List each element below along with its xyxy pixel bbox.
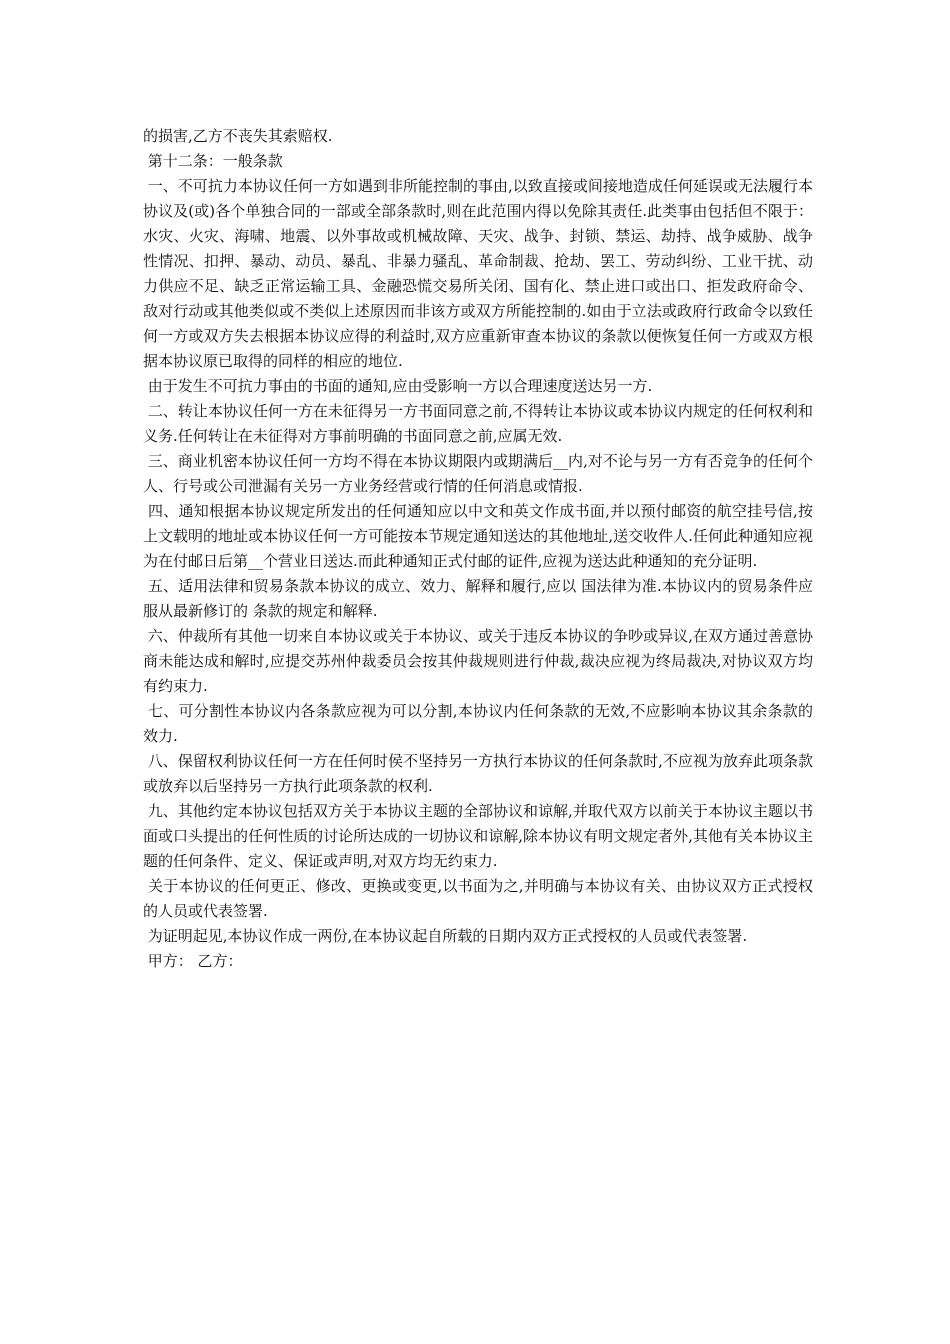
document-body bbox=[143, 124, 813, 974]
clause-witness: 为证明起见,本协议作成一两份,在本协议起自所载的日期内双方正式授权的人员或代表签署. bbox=[143, 927, 748, 945]
clause-force-majeure: 一、不可抗力本协议任何一方如遇到非所能控制的事由,以致直接或间接地造成任何延误或无法履行本协议及(或)各个单独合同的一部或全部条款时,则在此范围内得以免除其责任.此类事由包括但不限于：水灾、火灾、海啸、地震、以外事故或机械故障、天灾、战争、封锁、禁运、劫持、战争威胁、战争性情况、扣押、暴动、动员、暴乱、非暴力骚乱、革命制裁、抢劫、罢工、劳动纠纷、工业干扰、动力供应不足、缺乏正常运输工具、金融恐慌交易所关闭、国有化、禁止进口或出口、拒发政府命令、敌对行动或其他类似或不类似上述原因而非该方或双方所能控制的.如由于立法或政府行政命令以致任何一方或双方失去根据本协议应得的利益时,双方应重新审查本协议的条款以便恢复任何一方或双方根据本协议原已取得的同样的相应的地位. bbox=[143, 177, 813, 370]
clause-severability: 七、可分割性本协议内各条款应视为可以分割,本协议内任何条款的无效,不应影响本协议其余条款的效力. bbox=[143, 702, 813, 745]
heading-article-12: 第十二条：一般条款 bbox=[143, 152, 283, 170]
clause-entire-agreement: 九、其他约定本协议包括双方关于本协议主题的全部协议和谅解,并取代双方以前关于本协议主题以书面或口头提出的任何性质的讨论所达成的一切协议和谅解,除本协议有明文规定者外,其他有关本协议主题的任何条件、定义、保证或声明,对双方均无约束力. bbox=[143, 802, 813, 870]
clause-reservation-of-rights: 八、保留权利协议任何一方在任何时侯不坚持另一方执行本协议的任何条款时,不应视为放弃此项条款或放弃以后坚持另一方执行此项条款的权利. bbox=[143, 752, 813, 795]
clause-arbitration: 六、仲裁所有其他一切来自本协议或关于本协议、或关于违反本协议的争吵或异议,在双方通过善意协商未能达成和解时,应提交苏州仲裁委员会按其仲裁规则进行仲裁,裁决应视为终局裁决,对协议双方均有约束力. bbox=[143, 627, 813, 695]
clause-force-majeure-notice: 由于发生不可抗力事由的书面的通知,应由受影响一方以合理速度送达另一方. bbox=[143, 377, 653, 395]
clause-notices: 四、通知根据本协议规定所发出的任何通知应以中文和英文作成书面,并以预付邮资的航空挂号信,按上文载明的地址或本协议任何一方可能按本节规定通知送达的其他地址,送交收件人.任何此种通知应视为在付邮日后第__个营业日送达.而此种通知正式付邮的证件,应视为送达此种通知的充分证明. bbox=[143, 502, 813, 570]
signature-parties: 甲方： 乙方： bbox=[143, 952, 243, 970]
clause-assignment: 二、转让本协议任何一方在未征得另一方书面同意之前,不得转让本协议或本协议内规定的任何权利和义务.任何转让在未征得对方事前明确的书面同意之前,应属无效. bbox=[143, 402, 813, 445]
clause-confidentiality: 三、商业机密本协议任何一方均不得在本协议期限内或期满后__内,对不论与另一方有否竞争的任何个人、行号或公司泄漏有关另一方业务经营或行情的任何消息或情报. bbox=[143, 452, 813, 495]
clause-amendments: 关于本协议的任何更正、修改、更换或变更,以书面为之,并明确与本协议有关、由协议双方正式授权的人员或代表签署. bbox=[143, 877, 813, 920]
clause-governing-law: 五、适用法律和贸易条款本协议的成立、效力、解释和履行,应以 国法律为准.本协议内的贸易条件应服从最新修订的 条款的规定和解释. bbox=[143, 577, 813, 620]
paragraph-loss-claim: 的损害,乙方不丧失其索赔权. bbox=[143, 127, 333, 145]
